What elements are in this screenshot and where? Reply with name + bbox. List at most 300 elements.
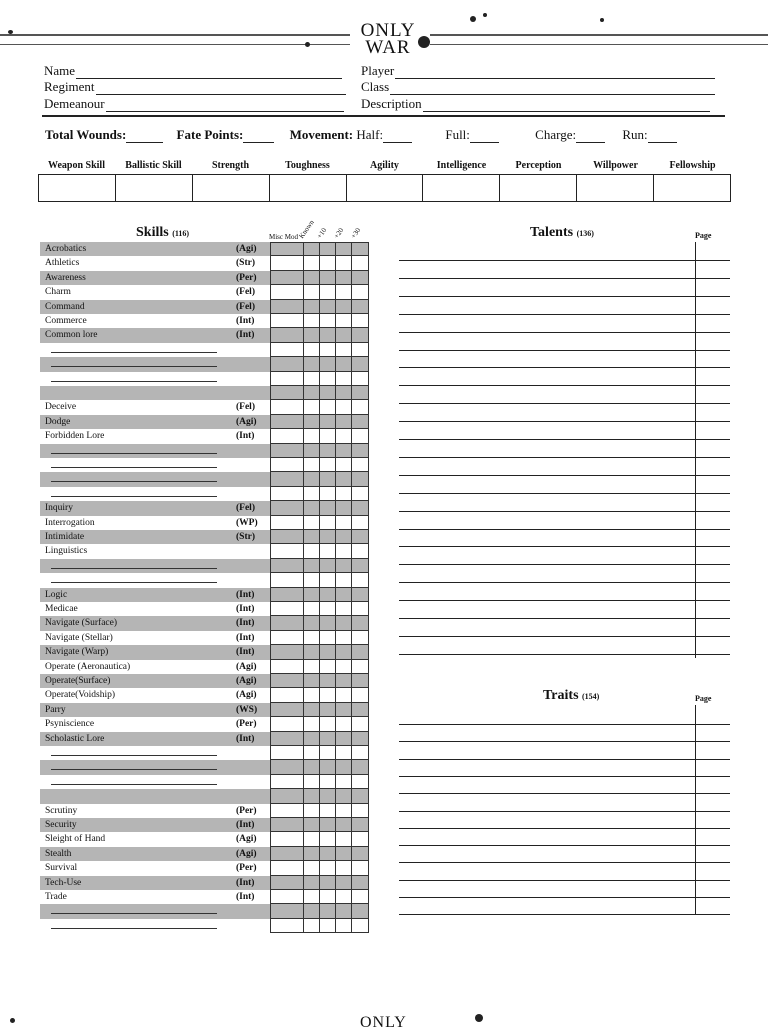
skill-advance-checkbox[interactable] xyxy=(352,242,369,256)
trait-line[interactable] xyxy=(399,880,730,881)
skill-advance-checkbox[interactable] xyxy=(336,458,352,472)
skill-advance-checkbox[interactable] xyxy=(320,703,336,717)
talent-line[interactable] xyxy=(399,493,730,494)
full-field[interactable] xyxy=(470,130,499,143)
skill-advance-checkbox[interactable] xyxy=(320,429,336,443)
skill-advance-checkbox[interactable] xyxy=(304,861,320,875)
characteristic-value-box[interactable] xyxy=(192,175,269,201)
skill-advance-checkbox[interactable] xyxy=(352,271,369,285)
skill-misc-mod-cell[interactable] xyxy=(270,516,304,530)
skill-advance-checkbox[interactable] xyxy=(304,703,320,717)
skill-misc-mod-cell[interactable] xyxy=(270,285,304,299)
skill-advance-checkbox[interactable] xyxy=(336,343,352,357)
skill-advance-checkbox[interactable] xyxy=(304,818,320,832)
talent-line[interactable] xyxy=(399,296,730,297)
skill-advance-checkbox[interactable] xyxy=(336,415,352,429)
talent-line[interactable] xyxy=(399,654,730,655)
skill-advance-checkbox[interactable] xyxy=(304,372,320,386)
trait-line[interactable] xyxy=(399,776,730,777)
skill-advance-checkbox[interactable] xyxy=(352,876,369,890)
skill-advance-checkbox[interactable] xyxy=(304,242,320,256)
skill-misc-mod-cell[interactable] xyxy=(270,847,304,861)
skill-advance-checkbox[interactable] xyxy=(352,789,369,803)
skill-misc-mod-cell[interactable] xyxy=(270,616,304,630)
skill-misc-mod-cell[interactable] xyxy=(270,573,304,587)
skill-advance-checkbox[interactable] xyxy=(336,242,352,256)
skill-misc-mod-cell[interactable] xyxy=(270,429,304,443)
skill-advance-checkbox[interactable] xyxy=(352,458,369,472)
skill-advance-checkbox[interactable] xyxy=(320,890,336,904)
skill-advance-checkbox[interactable] xyxy=(304,271,320,285)
skill-advance-checkbox[interactable] xyxy=(304,400,320,414)
skill-advance-checkbox[interactable] xyxy=(304,645,320,659)
skill-advance-checkbox[interactable] xyxy=(352,688,369,702)
skill-advance-checkbox[interactable] xyxy=(336,544,352,558)
skill-advance-checkbox[interactable] xyxy=(352,732,369,746)
skill-advance-checkbox[interactable] xyxy=(336,631,352,645)
skill-advance-checkbox[interactable] xyxy=(304,660,320,674)
trait-line[interactable] xyxy=(399,828,730,829)
skill-advance-checkbox[interactable] xyxy=(352,328,369,342)
skill-advance-checkbox[interactable] xyxy=(304,458,320,472)
skill-advance-checkbox[interactable] xyxy=(336,271,352,285)
skill-misc-mod-cell[interactable] xyxy=(270,876,304,890)
skill-advance-checkbox[interactable] xyxy=(336,516,352,530)
skill-misc-mod-cell[interactable] xyxy=(270,904,304,918)
skill-advance-checkbox[interactable] xyxy=(336,746,352,760)
skill-advance-checkbox[interactable] xyxy=(304,919,320,933)
skill-advance-checkbox[interactable] xyxy=(304,429,320,443)
skill-advance-checkbox[interactable] xyxy=(336,804,352,818)
description-field[interactable] xyxy=(361,96,710,112)
skill-blank-line[interactable] xyxy=(51,467,217,468)
skill-advance-checkbox[interactable] xyxy=(320,516,336,530)
skill-advance-checkbox[interactable] xyxy=(320,775,336,789)
skill-advance-checkbox[interactable] xyxy=(336,573,352,587)
talent-line[interactable] xyxy=(399,367,730,368)
talent-line[interactable] xyxy=(399,618,730,619)
skill-advance-checkbox[interactable] xyxy=(304,472,320,486)
skill-advance-checkbox[interactable] xyxy=(304,775,320,789)
skill-advance-checkbox[interactable] xyxy=(320,847,336,861)
skill-advance-checkbox[interactable] xyxy=(352,256,369,270)
skill-advance-checkbox[interactable] xyxy=(304,588,320,602)
skill-advance-checkbox[interactable] xyxy=(320,746,336,760)
skill-blank-line[interactable] xyxy=(51,481,217,482)
skill-misc-mod-cell[interactable] xyxy=(270,444,304,458)
skill-advance-checkbox[interactable] xyxy=(304,285,320,299)
skill-advance-checkbox[interactable] xyxy=(336,372,352,386)
skill-advance-checkbox[interactable] xyxy=(304,789,320,803)
skill-misc-mod-cell[interactable] xyxy=(270,242,304,256)
skill-advance-checkbox[interactable] xyxy=(352,804,369,818)
skill-misc-mod-cell[interactable] xyxy=(270,357,304,371)
skill-advance-checkbox[interactable] xyxy=(336,732,352,746)
skill-misc-mod-cell[interactable] xyxy=(270,328,304,342)
skill-advance-checkbox[interactable] xyxy=(336,472,352,486)
skill-advance-checkbox[interactable] xyxy=(320,343,336,357)
trait-line[interactable] xyxy=(399,811,730,812)
skill-advance-checkbox[interactable] xyxy=(352,314,369,328)
skill-misc-mod-cell[interactable] xyxy=(270,559,304,573)
skill-advance-checkbox[interactable] xyxy=(336,703,352,717)
charge-field[interactable] xyxy=(576,130,605,143)
skill-advance-checkbox[interactable] xyxy=(352,372,369,386)
skill-advance-checkbox[interactable] xyxy=(352,588,369,602)
skill-misc-mod-cell[interactable] xyxy=(270,890,304,904)
skill-misc-mod-cell[interactable] xyxy=(270,372,304,386)
skill-blank-line[interactable] xyxy=(51,928,217,929)
demeanour-field[interactable] xyxy=(44,96,344,112)
skill-advance-checkbox[interactable] xyxy=(320,271,336,285)
skill-advance-checkbox[interactable] xyxy=(336,285,352,299)
skill-advance-checkbox[interactable] xyxy=(320,645,336,659)
skill-advance-checkbox[interactable] xyxy=(336,717,352,731)
talent-line[interactable] xyxy=(399,511,730,512)
skill-advance-checkbox[interactable] xyxy=(336,674,352,688)
skill-advance-checkbox[interactable] xyxy=(320,573,336,587)
skill-advance-checkbox[interactable] xyxy=(320,602,336,616)
skill-advance-checkbox[interactable] xyxy=(352,415,369,429)
skill-advance-checkbox[interactable] xyxy=(352,501,369,515)
skill-advance-checkbox[interactable] xyxy=(336,530,352,544)
skill-advance-checkbox[interactable] xyxy=(304,890,320,904)
skill-advance-checkbox[interactable] xyxy=(352,904,369,918)
run-field[interactable] xyxy=(648,130,677,143)
skill-advance-checkbox[interactable] xyxy=(320,458,336,472)
skill-advance-checkbox[interactable] xyxy=(304,530,320,544)
skill-misc-mod-cell[interactable] xyxy=(270,501,304,515)
skill-advance-checkbox[interactable] xyxy=(336,818,352,832)
skill-misc-mod-cell[interactable] xyxy=(270,314,304,328)
skill-advance-checkbox[interactable] xyxy=(352,285,369,299)
skill-advance-checkbox[interactable] xyxy=(336,328,352,342)
skill-misc-mod-cell[interactable] xyxy=(270,703,304,717)
skill-misc-mod-cell[interactable] xyxy=(270,674,304,688)
skill-misc-mod-cell[interactable] xyxy=(270,645,304,659)
skill-misc-mod-cell[interactable] xyxy=(270,861,304,875)
skill-misc-mod-cell[interactable] xyxy=(270,343,304,357)
skill-advance-checkbox[interactable] xyxy=(304,444,320,458)
skill-advance-checkbox[interactable] xyxy=(352,818,369,832)
skill-advance-checkbox[interactable] xyxy=(336,861,352,875)
skill-misc-mod-cell[interactable] xyxy=(270,732,304,746)
skill-advance-checkbox[interactable] xyxy=(304,386,320,400)
skill-misc-mod-cell[interactable] xyxy=(270,789,304,803)
skill-advance-checkbox[interactable] xyxy=(304,904,320,918)
skill-misc-mod-cell[interactable] xyxy=(270,487,304,501)
skill-blank-line[interactable] xyxy=(51,582,217,583)
skill-advance-checkbox[interactable] xyxy=(320,444,336,458)
skill-advance-checkbox[interactable] xyxy=(304,847,320,861)
skill-advance-checkbox[interactable] xyxy=(304,516,320,530)
skill-misc-mod-cell[interactable] xyxy=(270,631,304,645)
talent-line[interactable] xyxy=(399,350,730,351)
talent-line[interactable] xyxy=(399,278,730,279)
talent-line[interactable] xyxy=(399,403,730,404)
characteristic-value-box[interactable] xyxy=(653,175,730,201)
skill-advance-checkbox[interactable] xyxy=(304,602,320,616)
skill-advance-checkbox[interactable] xyxy=(304,746,320,760)
skill-misc-mod-cell[interactable] xyxy=(270,602,304,616)
skill-advance-checkbox[interactable] xyxy=(304,573,320,587)
skill-advance-checkbox[interactable] xyxy=(320,400,336,414)
talent-line[interactable] xyxy=(399,457,730,458)
skill-advance-checkbox[interactable] xyxy=(336,588,352,602)
skill-advance-checkbox[interactable] xyxy=(320,818,336,832)
skill-advance-checkbox[interactable] xyxy=(304,732,320,746)
skill-blank-line[interactable] xyxy=(51,381,217,382)
skill-misc-mod-cell[interactable] xyxy=(270,760,304,774)
skill-advance-checkbox[interactable] xyxy=(304,631,320,645)
skill-misc-mod-cell[interactable] xyxy=(270,300,304,314)
skill-advance-checkbox[interactable] xyxy=(320,660,336,674)
skill-advance-checkbox[interactable] xyxy=(352,559,369,573)
talent-line[interactable] xyxy=(399,529,730,530)
skill-advance-checkbox[interactable] xyxy=(320,256,336,270)
class-field[interactable] xyxy=(361,79,715,95)
skill-blank-line[interactable] xyxy=(51,366,217,367)
characteristic-value-box[interactable] xyxy=(576,175,653,201)
skill-advance-checkbox[interactable] xyxy=(336,904,352,918)
characteristic-value-box[interactable] xyxy=(269,175,346,201)
skill-advance-checkbox[interactable] xyxy=(336,386,352,400)
skill-misc-mod-cell[interactable] xyxy=(270,832,304,846)
talent-line[interactable] xyxy=(399,385,730,386)
half-field[interactable] xyxy=(383,130,412,143)
skill-advance-checkbox[interactable] xyxy=(304,876,320,890)
skill-misc-mod-cell[interactable] xyxy=(270,717,304,731)
skill-advance-checkbox[interactable] xyxy=(352,386,369,400)
skill-advance-checkbox[interactable] xyxy=(320,674,336,688)
skill-advance-checkbox[interactable] xyxy=(352,472,369,486)
skill-advance-checkbox[interactable] xyxy=(304,544,320,558)
skill-advance-checkbox[interactable] xyxy=(352,602,369,616)
skill-advance-checkbox[interactable] xyxy=(320,732,336,746)
skill-advance-checkbox[interactable] xyxy=(304,688,320,702)
skill-misc-mod-cell[interactable] xyxy=(270,458,304,472)
skill-blank-line[interactable] xyxy=(51,913,217,914)
skill-advance-checkbox[interactable] xyxy=(352,919,369,933)
skill-advance-checkbox[interactable] xyxy=(304,501,320,515)
skill-advance-checkbox[interactable] xyxy=(336,429,352,443)
skill-advance-checkbox[interactable] xyxy=(352,631,369,645)
skill-blank-line[interactable] xyxy=(51,755,217,756)
skill-advance-checkbox[interactable] xyxy=(352,703,369,717)
skill-misc-mod-cell[interactable] xyxy=(270,588,304,602)
skill-advance-checkbox[interactable] xyxy=(304,760,320,774)
skill-advance-checkbox[interactable] xyxy=(352,487,369,501)
total-wounds-field[interactable] xyxy=(126,130,163,143)
skill-advance-checkbox[interactable] xyxy=(320,357,336,371)
skill-advance-checkbox[interactable] xyxy=(320,904,336,918)
skill-misc-mod-cell[interactable] xyxy=(270,804,304,818)
talent-line[interactable] xyxy=(399,582,730,583)
talent-line[interactable] xyxy=(399,546,730,547)
skill-advance-checkbox[interactable] xyxy=(320,616,336,630)
skill-advance-checkbox[interactable] xyxy=(320,717,336,731)
skill-advance-checkbox[interactable] xyxy=(336,444,352,458)
skill-advance-checkbox[interactable] xyxy=(304,328,320,342)
skill-advance-checkbox[interactable] xyxy=(304,832,320,846)
skill-advance-checkbox[interactable] xyxy=(320,544,336,558)
fate-points-field[interactable] xyxy=(243,130,274,143)
skill-advance-checkbox[interactable] xyxy=(320,789,336,803)
skill-misc-mod-cell[interactable] xyxy=(270,415,304,429)
skill-advance-checkbox[interactable] xyxy=(352,444,369,458)
skill-advance-checkbox[interactable] xyxy=(304,357,320,371)
skill-misc-mod-cell[interactable] xyxy=(270,530,304,544)
skill-misc-mod-cell[interactable] xyxy=(270,256,304,270)
talent-line[interactable] xyxy=(399,314,730,315)
skill-misc-mod-cell[interactable] xyxy=(270,544,304,558)
skill-advance-checkbox[interactable] xyxy=(336,300,352,314)
skill-advance-checkbox[interactable] xyxy=(320,487,336,501)
talent-line[interactable] xyxy=(399,421,730,422)
skill-advance-checkbox[interactable] xyxy=(352,861,369,875)
skill-advance-checkbox[interactable] xyxy=(336,890,352,904)
trait-line[interactable] xyxy=(399,741,730,742)
characteristic-value-box[interactable] xyxy=(346,175,423,201)
skill-advance-checkbox[interactable] xyxy=(336,847,352,861)
skill-advance-checkbox[interactable] xyxy=(336,688,352,702)
skill-advance-checkbox[interactable] xyxy=(320,804,336,818)
skill-advance-checkbox[interactable] xyxy=(320,688,336,702)
skill-advance-checkbox[interactable] xyxy=(320,372,336,386)
talent-line[interactable] xyxy=(399,475,730,476)
skill-advance-checkbox[interactable] xyxy=(320,415,336,429)
skill-advance-checkbox[interactable] xyxy=(304,343,320,357)
skill-advance-checkbox[interactable] xyxy=(336,660,352,674)
skill-advance-checkbox[interactable] xyxy=(352,400,369,414)
skill-advance-checkbox[interactable] xyxy=(336,616,352,630)
skill-advance-checkbox[interactable] xyxy=(304,616,320,630)
skill-advance-checkbox[interactable] xyxy=(336,357,352,371)
skill-advance-checkbox[interactable] xyxy=(336,256,352,270)
skill-misc-mod-cell[interactable] xyxy=(270,919,304,933)
skill-blank-line[interactable] xyxy=(51,769,217,770)
skill-blank-line[interactable] xyxy=(51,352,217,353)
skill-advance-checkbox[interactable] xyxy=(320,760,336,774)
trait-line[interactable] xyxy=(399,862,730,863)
skill-advance-checkbox[interactable] xyxy=(320,328,336,342)
skill-advance-checkbox[interactable] xyxy=(352,645,369,659)
skill-misc-mod-cell[interactable] xyxy=(270,818,304,832)
skill-advance-checkbox[interactable] xyxy=(320,472,336,486)
skill-blank-line[interactable] xyxy=(51,496,217,497)
skill-advance-checkbox[interactable] xyxy=(336,314,352,328)
skill-advance-checkbox[interactable] xyxy=(304,314,320,328)
name-field[interactable] xyxy=(44,63,342,79)
skill-advance-checkbox[interactable] xyxy=(304,415,320,429)
skill-advance-checkbox[interactable] xyxy=(304,487,320,501)
skill-advance-checkbox[interactable] xyxy=(336,760,352,774)
skill-advance-checkbox[interactable] xyxy=(304,256,320,270)
skill-advance-checkbox[interactable] xyxy=(352,530,369,544)
skill-advance-checkbox[interactable] xyxy=(336,876,352,890)
skill-advance-checkbox[interactable] xyxy=(304,300,320,314)
trait-line[interactable] xyxy=(399,724,730,725)
skill-advance-checkbox[interactable] xyxy=(352,660,369,674)
skill-misc-mod-cell[interactable] xyxy=(270,688,304,702)
talent-line[interactable] xyxy=(399,564,730,565)
skill-advance-checkbox[interactable] xyxy=(352,429,369,443)
skill-advance-checkbox[interactable] xyxy=(352,890,369,904)
skill-advance-checkbox[interactable] xyxy=(352,343,369,357)
skill-misc-mod-cell[interactable] xyxy=(270,400,304,414)
skill-blank-line[interactable] xyxy=(51,784,217,785)
skill-advance-checkbox[interactable] xyxy=(336,789,352,803)
skill-advance-checkbox[interactable] xyxy=(304,559,320,573)
skill-misc-mod-cell[interactable] xyxy=(270,746,304,760)
talent-line[interactable] xyxy=(399,600,730,601)
skill-advance-checkbox[interactable] xyxy=(352,357,369,371)
skill-advance-checkbox[interactable] xyxy=(352,832,369,846)
talent-line[interactable] xyxy=(399,439,730,440)
skill-advance-checkbox[interactable] xyxy=(320,919,336,933)
skill-advance-checkbox[interactable] xyxy=(320,501,336,515)
skill-advance-checkbox[interactable] xyxy=(352,674,369,688)
skill-advance-checkbox[interactable] xyxy=(304,804,320,818)
skill-advance-checkbox[interactable] xyxy=(352,300,369,314)
skill-advance-checkbox[interactable] xyxy=(336,559,352,573)
characteristic-value-box[interactable] xyxy=(39,175,115,201)
player-field[interactable] xyxy=(361,63,715,79)
talent-line[interactable] xyxy=(399,332,730,333)
trait-line[interactable] xyxy=(399,759,730,760)
skill-misc-mod-cell[interactable] xyxy=(270,271,304,285)
skill-advance-checkbox[interactable] xyxy=(320,588,336,602)
skill-advance-checkbox[interactable] xyxy=(352,760,369,774)
talent-line[interactable] xyxy=(399,636,730,637)
skill-advance-checkbox[interactable] xyxy=(352,616,369,630)
skill-advance-checkbox[interactable] xyxy=(320,876,336,890)
skill-advance-checkbox[interactable] xyxy=(320,285,336,299)
skill-advance-checkbox[interactable] xyxy=(336,487,352,501)
characteristic-value-box[interactable] xyxy=(115,175,192,201)
skill-advance-checkbox[interactable] xyxy=(320,861,336,875)
regiment-field[interactable] xyxy=(44,79,346,95)
characteristic-value-box[interactable] xyxy=(499,175,576,201)
trait-line[interactable] xyxy=(399,845,730,846)
skill-misc-mod-cell[interactable] xyxy=(270,386,304,400)
skill-advance-checkbox[interactable] xyxy=(320,631,336,645)
trait-line[interactable] xyxy=(399,793,730,794)
skill-advance-checkbox[interactable] xyxy=(336,645,352,659)
skill-advance-checkbox[interactable] xyxy=(352,717,369,731)
skill-advance-checkbox[interactable] xyxy=(352,746,369,760)
skill-advance-checkbox[interactable] xyxy=(352,847,369,861)
skill-advance-checkbox[interactable] xyxy=(336,400,352,414)
skill-advance-checkbox[interactable] xyxy=(352,516,369,530)
talent-line[interactable] xyxy=(399,260,730,261)
skill-misc-mod-cell[interactable] xyxy=(270,660,304,674)
skill-advance-checkbox[interactable] xyxy=(352,544,369,558)
skill-advance-checkbox[interactable] xyxy=(320,530,336,544)
skill-advance-checkbox[interactable] xyxy=(320,559,336,573)
characteristic-value-box[interactable] xyxy=(422,175,499,201)
skill-advance-checkbox[interactable] xyxy=(336,832,352,846)
trait-line[interactable] xyxy=(399,897,730,898)
skill-blank-line[interactable] xyxy=(51,453,217,454)
trait-line[interactable] xyxy=(399,914,730,915)
skill-advance-checkbox[interactable] xyxy=(320,314,336,328)
skill-blank-line[interactable] xyxy=(51,568,217,569)
skill-advance-checkbox[interactable] xyxy=(336,775,352,789)
skill-advance-checkbox[interactable] xyxy=(336,602,352,616)
skill-advance-checkbox[interactable] xyxy=(304,674,320,688)
skill-misc-mod-cell[interactable] xyxy=(270,472,304,486)
